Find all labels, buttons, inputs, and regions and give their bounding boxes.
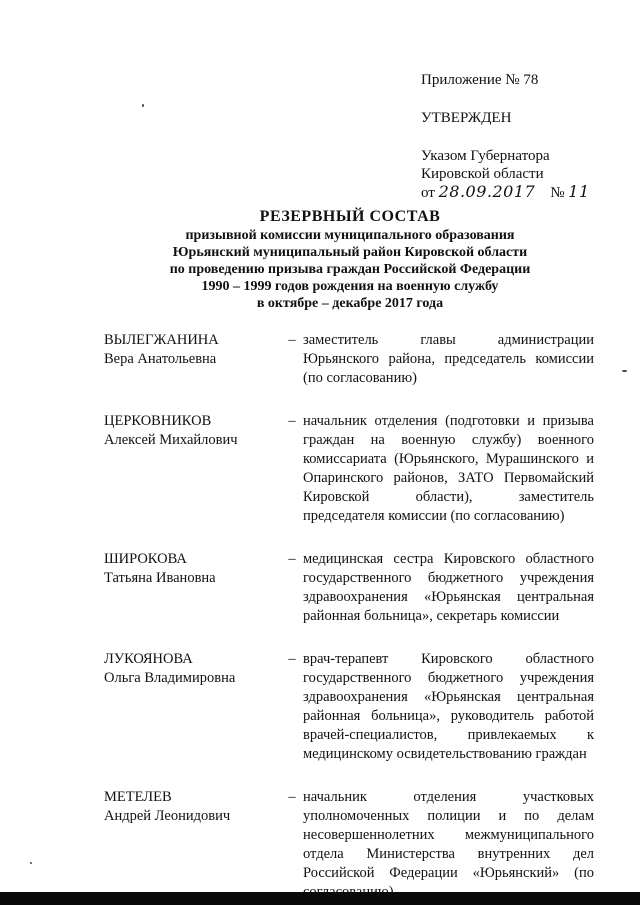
member-entry (104, 331, 594, 388)
decree-line-2: Кировской области (421, 166, 544, 182)
title-line-3: по проведению призыва граждан Российской Федерации (169, 262, 531, 277)
approval-block (421, 71, 621, 202)
approved-label: УТВЕРЖДЕН (421, 110, 512, 126)
member-role: заместитель главы администрации Юрьянского района, председатель комиссии (по согласованию) (303, 332, 594, 386)
member-role: начальник отделения участковых уполномоченных полиции и по делам несовершеннолетних межмуниципального отдела Министерства внутренних дел Российской Федерации «Юрьянский» (по (303, 789, 594, 881)
member-dash: – (288, 651, 296, 667)
member-role: медицинская сестра Кировского областного государственного бюджетного учреждения здравоохранения «Юрьянская центральная районная больница», секретарь комиссии (303, 551, 594, 624)
member-given-name: Алексей Михайлович (104, 432, 238, 448)
member-given-name: Вера Анатольевна (104, 351, 217, 367)
member-role: врач-терапевт Кировского областного государственного бюджетного учреждения здравоохранения «Юрьянская центральная районная больница», руководитель работой врачей-специалистов, привлекаемых к медицинскому освидетельствованию граждан (303, 651, 594, 762)
scan-speck (142, 104, 144, 107)
member-given-name: Ольга Владимировна (104, 670, 236, 686)
scan-speck (622, 370, 627, 372)
decree-line-1: Указом Губернатора (421, 148, 550, 164)
handwritten-date: 28.09.2017 (438, 182, 536, 201)
member-given-name: Андрей Леонидович (104, 808, 231, 824)
member-surname: ШИРОКОВА (104, 551, 187, 567)
member-name (104, 650, 281, 764)
scan-speck (30, 862, 32, 864)
member-name (104, 550, 281, 626)
scan-edge-bar (0, 892, 640, 905)
member-entry (104, 788, 594, 902)
decree-date-line (421, 183, 621, 202)
member-entry (104, 550, 594, 626)
member-dash: – (288, 332, 296, 348)
member-dash: – (288, 551, 296, 567)
title-main: РЕЗЕРВНЫЙ СОСТАВ (259, 208, 441, 225)
handwritten-number: 11 (568, 182, 590, 201)
members-list (104, 331, 594, 902)
title-line-4: 1990 – 1999 годов рождения на военную службу (201, 279, 499, 294)
annex-number: Приложение № 78 (421, 72, 539, 88)
member-given-name: Татьяна Ивановна (104, 570, 216, 586)
member-name (104, 331, 281, 388)
number-prefix: № (550, 185, 565, 201)
member-surname: ЦЕРКОВНИКОВ (104, 413, 212, 429)
title-line-1: призывной комиссии муниципального образования (185, 228, 515, 243)
member-surname: ЛУКОЯНОВА (104, 651, 193, 667)
member-entry (104, 412, 594, 526)
member-surname: ВЫЛЕГЖАНИНА (104, 332, 219, 348)
member-name (104, 788, 281, 902)
member-name (104, 412, 281, 526)
member-role: начальник отделения (подготовки и призыва граждан на военную службу) военного комиссариата (Юрьянского, Мурашинского и Опаринского районов, ЗАТО Первомайский Кировской области), заместитель председателя комиссии (по согласованию) (303, 413, 594, 524)
member-surname: МЕТЕЛЕВ (104, 789, 172, 805)
title-line-2: Юрьянский муниципальный район Кировской области (172, 245, 528, 260)
document-title (90, 207, 610, 312)
member-dash: – (288, 789, 296, 805)
title-line-5: в октябре – декабре 2017 года (256, 296, 444, 311)
member-entry (104, 650, 594, 764)
member-dash: – (288, 413, 296, 429)
date-prefix: от (421, 185, 435, 201)
